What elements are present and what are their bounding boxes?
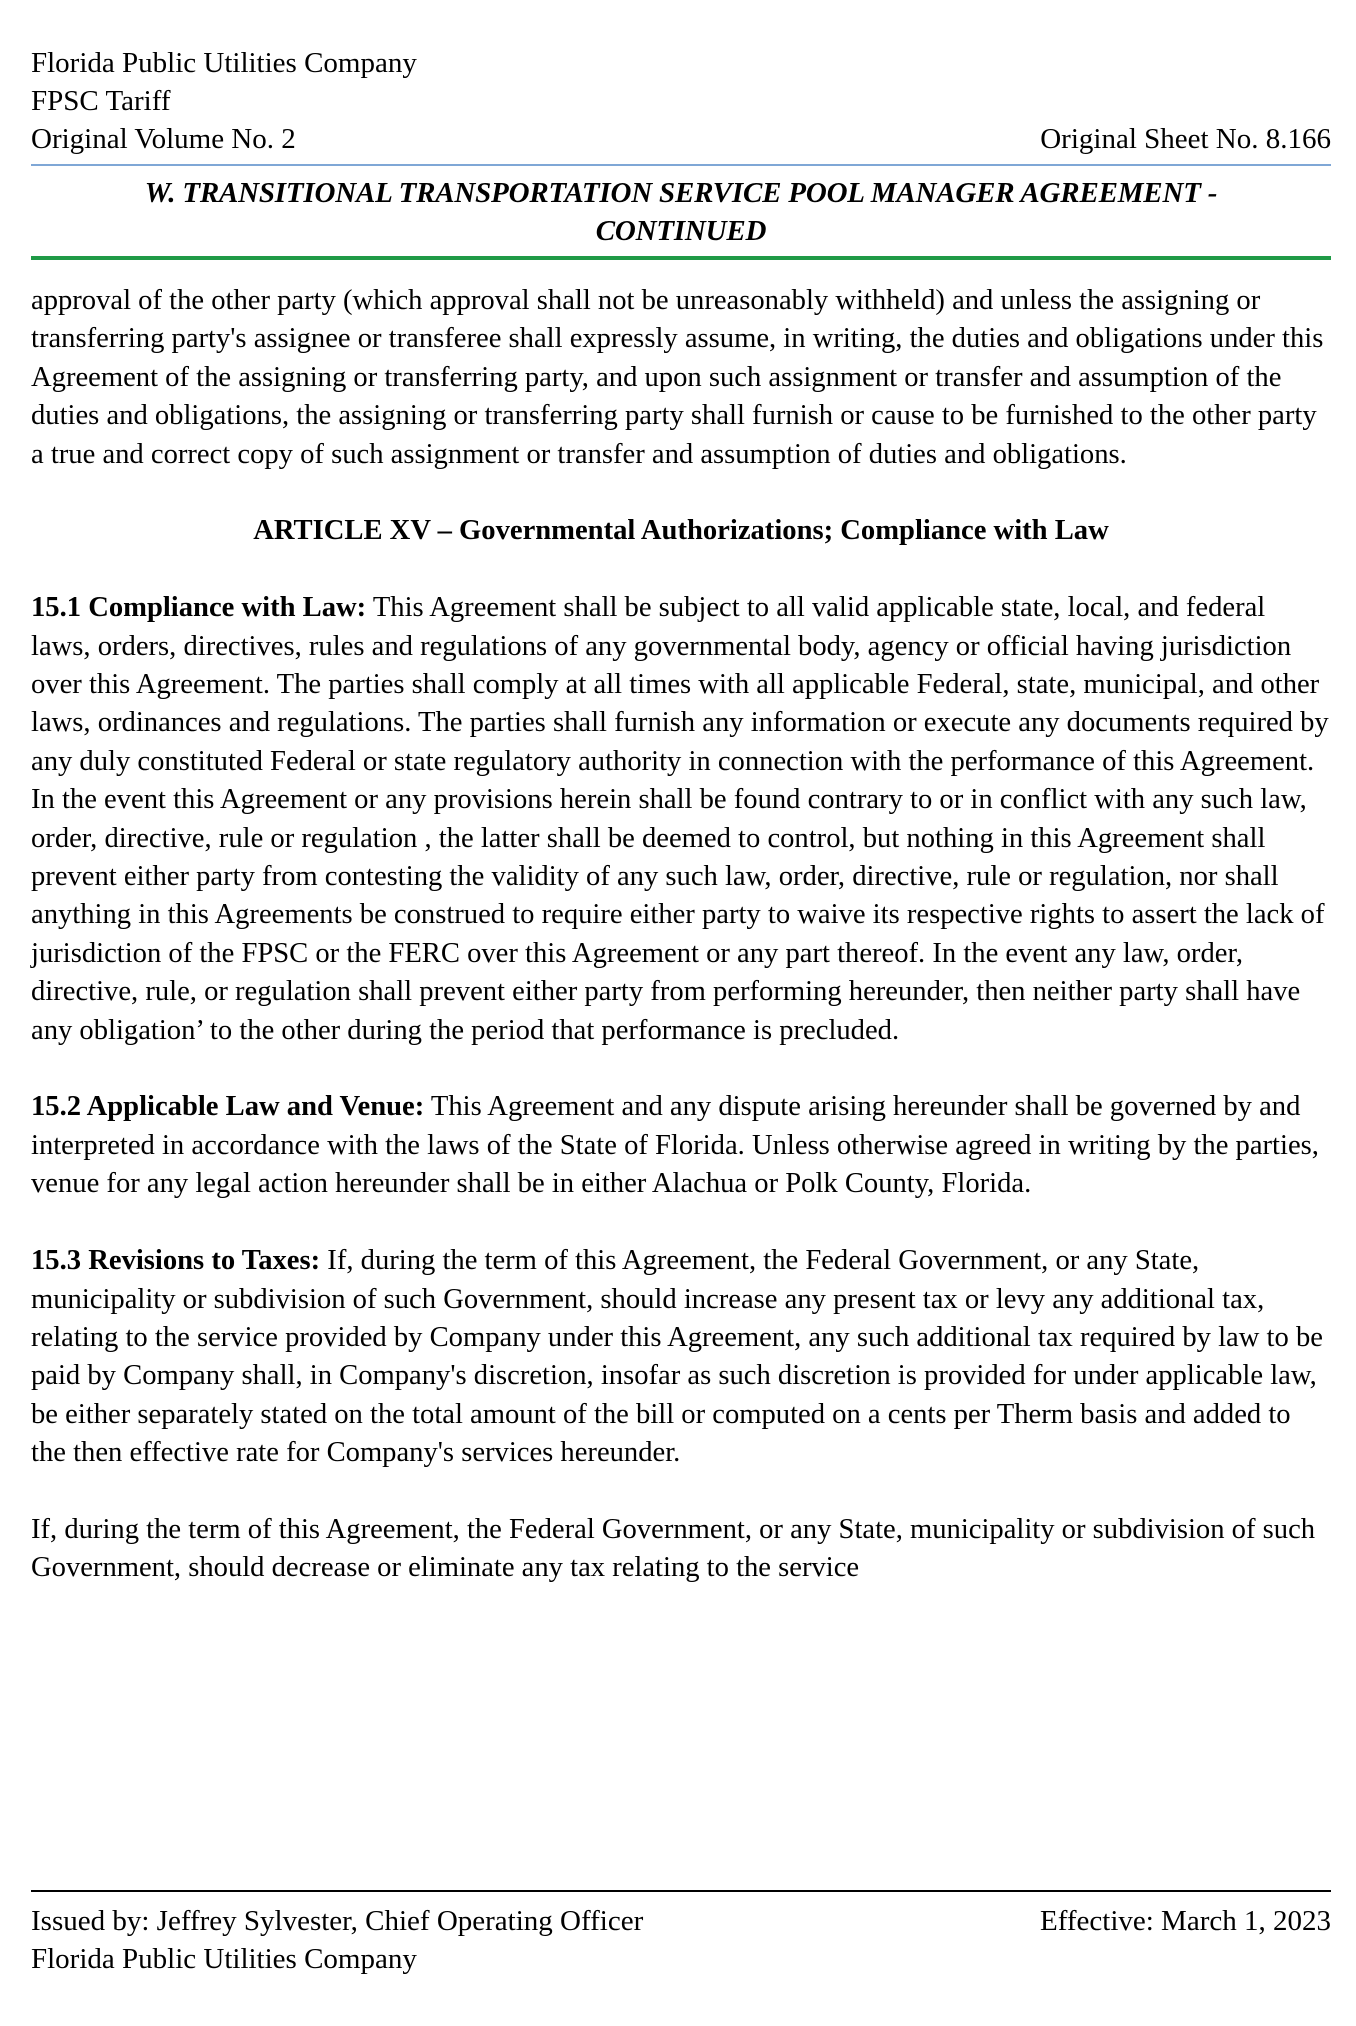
section-15-2-text: This Agreement and any dispute arising hereunder shall be governed by and interpreted in accordance with the laws of the State of Florida. Unless otherwise agreed in writing by the parties, venue for any legal action hereunder shall be in either Alachua or Polk County, Florida. <box>31 1091 1319 1200</box>
section-15-1 <box>31 589 1331 1050</box>
section-15-1-text: This Agreement shall be subject to all valid applicable state, local, and federal laws, orders, directives, rules and regulations of any governmental body, agency or official having jurisdiction over this Agreement. The parties shall comply at all times with all applicable Federal, state, municipal, and other laws, ordinances and regulations. The parties shall furnish any information or execute any documents required by any duly constituted Federal or state regulatory authority in connection with the performance of this Agreement. In the event this Agreement or any provisions herein shall be found contrary to or in conflict with any such law, order, directive, rule or regulation , the latter shall be deemed to control, but nothing in this Agreement shall prevent either party from contesting the validity of any such law, order, directive, rule or regulation, nor shall anything in this Agreements be construed to require either party to waive its respective rights to assert the lack of jurisdiction of the FPSC or the FERC over this Agreement or any part thereof. In the event any law, order, directive, rule, or regulation shall prevent either party from performing hereunder, then neither party shall have any obligation’ to the other during the period that performance is precluded. <box>31 592 1329 1046</box>
header-company: Florida Public Utilities Company <box>31 47 417 79</box>
article-heading: ARTICLE XV – Governmental Authorizations; Compliance with Law <box>253 515 1109 547</box>
section-title-line-1: W. TRANSITIONAL TRANSPORTATION SERVICE POOL MANAGER AGREEMENT - <box>144 177 1218 209</box>
footer-issued-by: Issued by: Jeffrey Sylvester, Chief Operating Officer <box>31 1905 644 1937</box>
tariff-page <box>31 0 1331 1975</box>
section-15-3-text: If, during the term of this Agreement, the Federal Government, or any State, municipality or subdivision of such Government, should increase any present tax or levy any additional tax, relating to the service provided by Company under this Agreement, any such additional tax required by law to be paid by Company shall, in Company's discretion, insofar as such discretion is provided for under applicable law, be either separately stated on the total amount of the bill or computed on a cents per Therm basis and added to the then effective rate for Company's services hereunder. <box>31 1245 1323 1469</box>
section-15-1-heading: 15.1 Compliance with Law: <box>31 592 367 624</box>
section-15-2 <box>31 1088 1331 1203</box>
section-15-2-heading: 15.2 Applicable Law and Venue: <box>31 1091 425 1123</box>
header-volume: Original Volume No. 2 <box>31 123 296 155</box>
header-tariff-row <box>31 82 1331 120</box>
header-company-row <box>31 0 1331 82</box>
footer-divider <box>31 1890 1331 1892</box>
section-title <box>31 174 1331 250</box>
footer-effective-date: Effective: March 1, 2023 <box>1040 1905 1331 1937</box>
footer-company: Florida Public Utilities Company <box>31 1943 417 1975</box>
header-divider <box>31 164 1331 166</box>
footer-company-row <box>31 1940 1331 1978</box>
intro-paragraph: approval of the other party (which approval shall not be unreasonably withheld) and unless the assigning or transferring party's assignee or transferee shall expressly assume, in writing, the duties and obligations under this Agreement of the assigning or transferring party, and upon such assignment or transfer and assumption of the duties and obligations, the assigning or transferring party shall furnish or cause to be furnished to the other party a true and correct copy of such assignment or transfer and assumption of duties and obligations. <box>31 285 1324 470</box>
footer-issued-row <box>31 1902 1331 1940</box>
section-title-divider <box>31 256 1331 260</box>
document-body <box>31 282 1331 1588</box>
header-sheet-number: Original Sheet No. 8.166 <box>1040 123 1331 155</box>
section-title-line-2: CONTINUED <box>595 215 767 247</box>
header-tariff: FPSC Tariff <box>31 85 171 117</box>
page-footer <box>31 1890 1331 1978</box>
section-15-3 <box>31 1242 1331 1472</box>
section-15-3-heading: 15.3 Revisions to Taxes: <box>31 1245 321 1277</box>
header-volume-row <box>31 120 1331 158</box>
closing-paragraph: If, during the term of this Agreement, the Federal Government, or any State, municipality or subdivision of such Government, should decrease or eliminate any tax relating to the service <box>31 1513 1316 1584</box>
